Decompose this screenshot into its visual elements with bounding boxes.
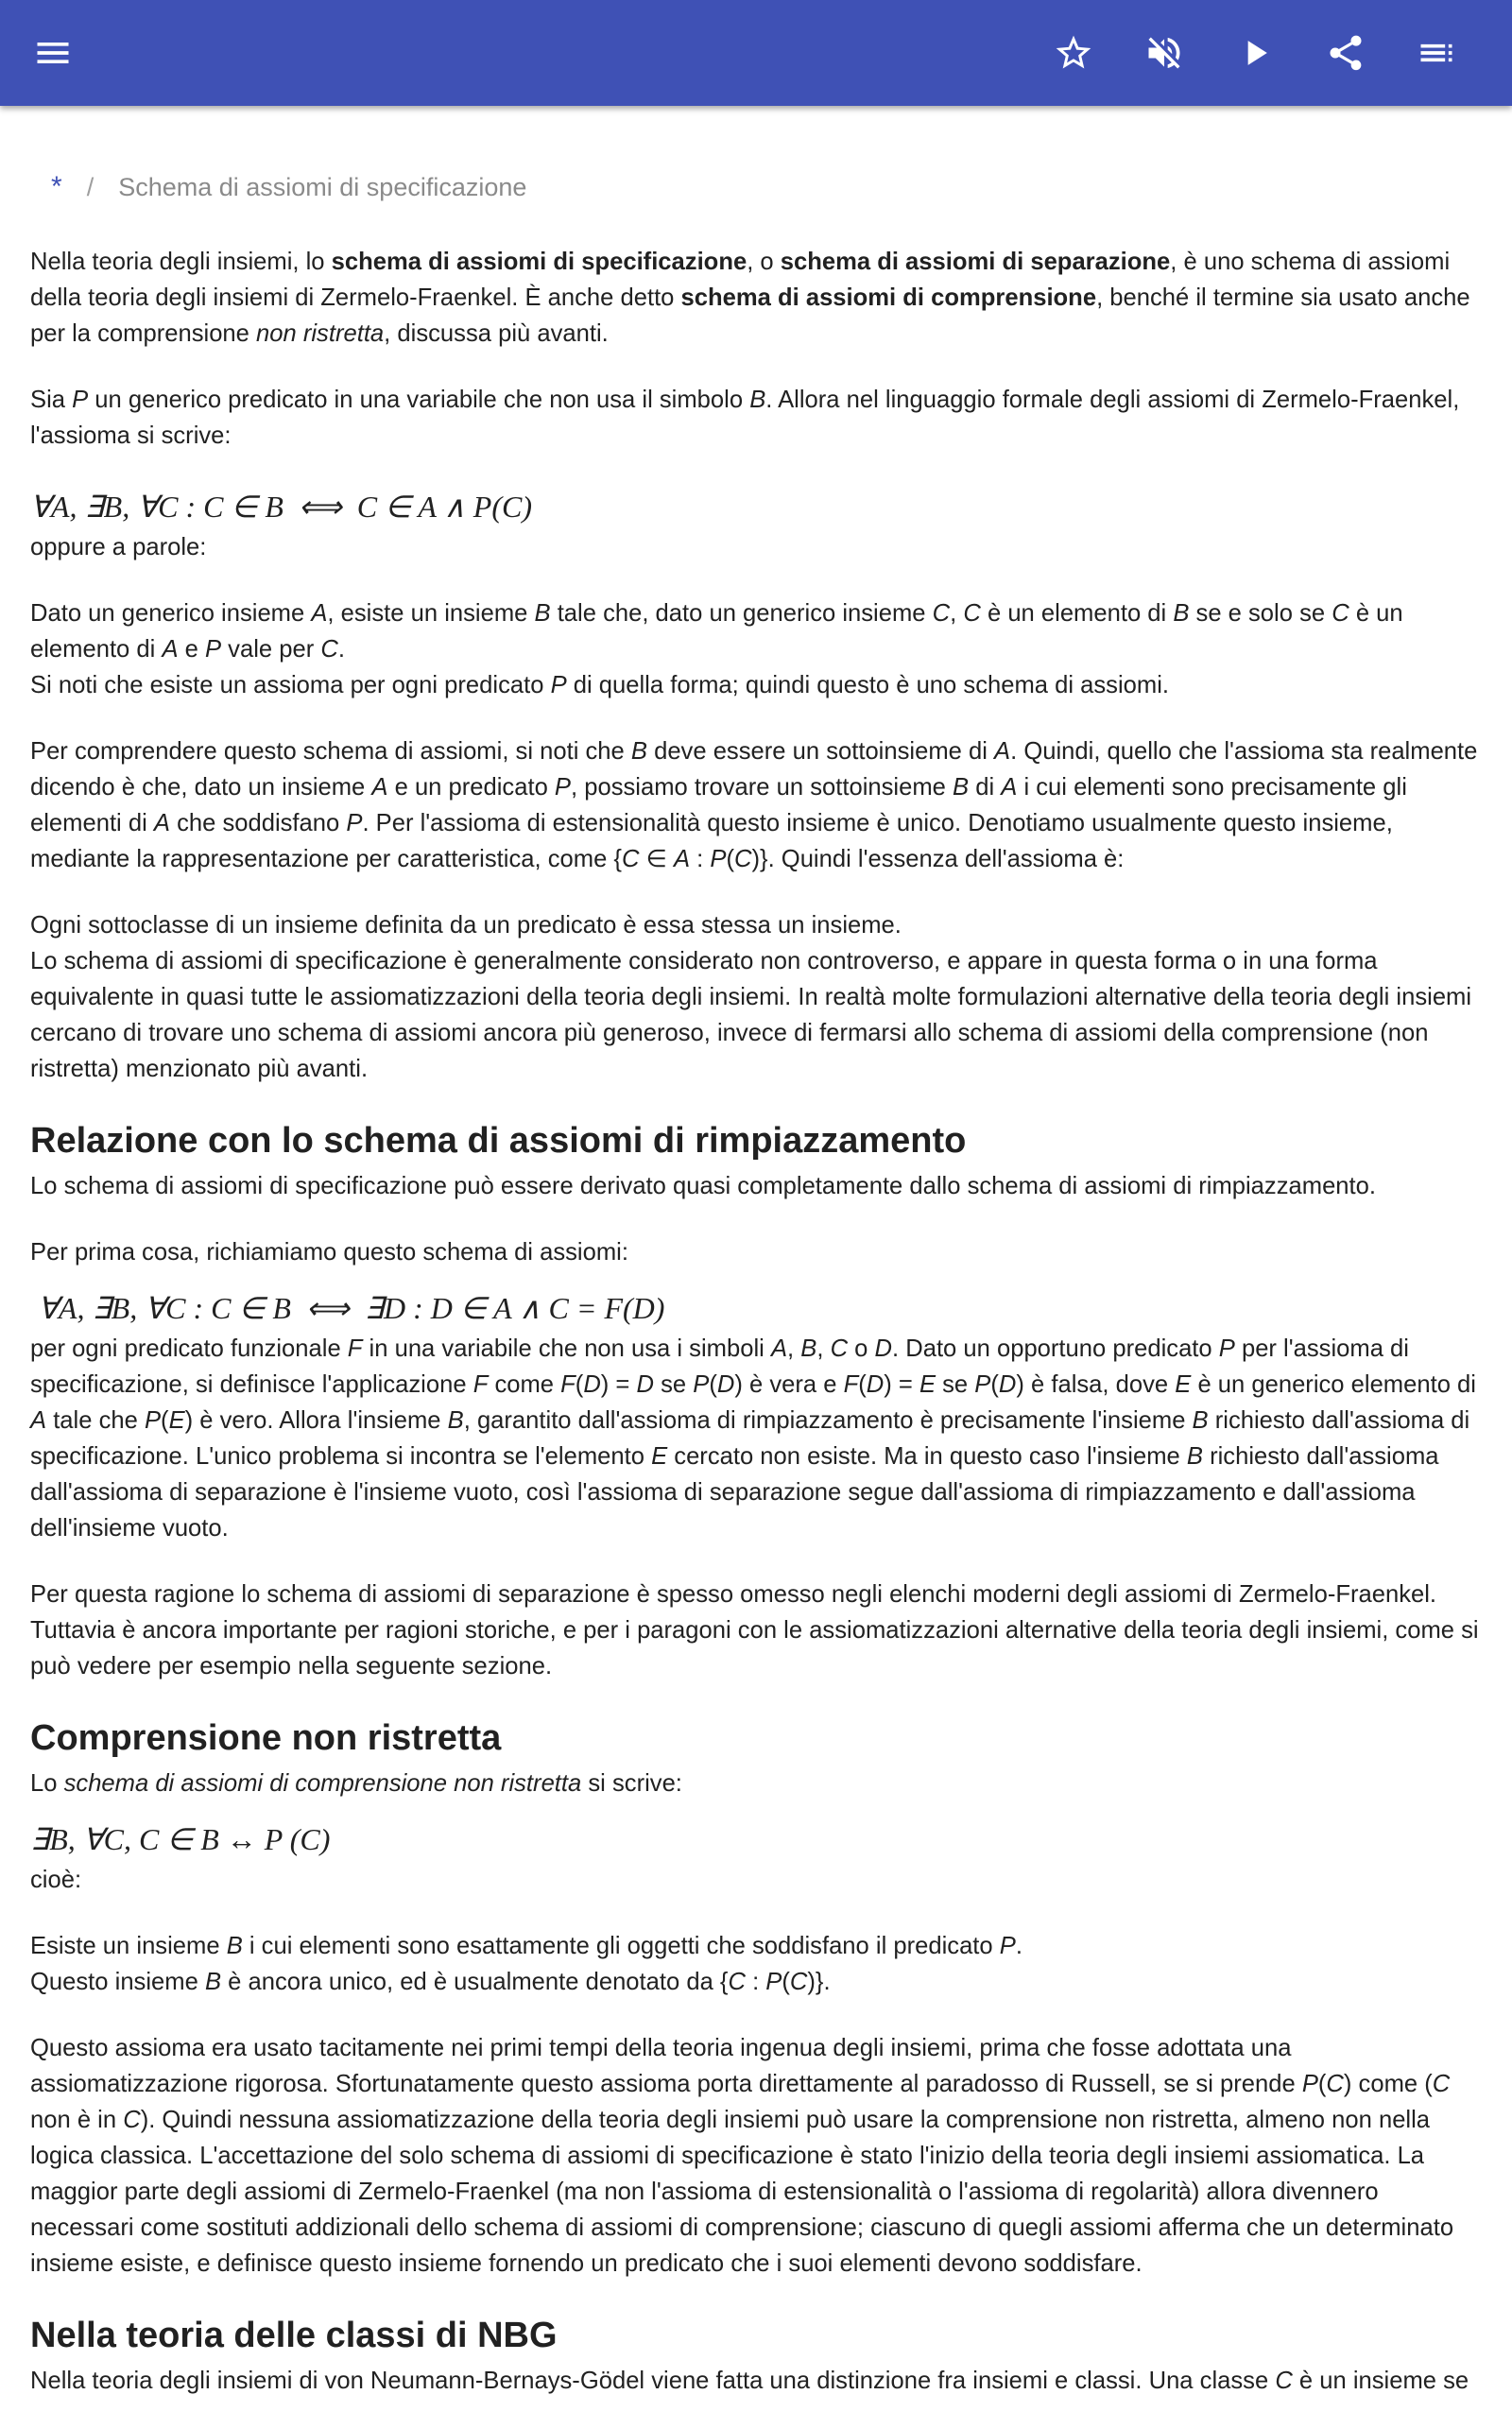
paragraph-unique-set: Questo insieme B è ancora unico, ed è usualmente denotato da {C : P(C)}. [30,1969,831,1995]
paragraph-recall: Per prima cosa, richiamiamo questo schema di assiomi: [30,1239,628,1266]
breadcrumb-separator: / [86,173,94,201]
share-icon [1325,32,1366,74]
section-heading-replacement: Relazione con lo schema di assiomi di rimpiazzamento [30,1121,967,1161]
formula-specification: ∀A, ∃B, ∀C : C ∈ B ⟺ C ∈ A ∧ P(C) [30,490,532,524]
breadcrumb [30,166,1486,208]
paragraph-controversy: Lo schema di assiomi di specificazione è generalmente considerato non controverso, e appare in questa forma o in una forma equivalente in quasi tutte le assiomatizzazioni della teoria degli insiemi. In realtà molte formulazioni alternative della teoria degli insiemi cercano di trovare uno schema di assiomi ancora più generoso, invece di fermarsi allo schema di assiomi della comprensione (non ristretta) menzionato più avanti. [30,948,1472,1082]
paragraph-nbg: Nella teoria degli insiemi di von Neumann-Bernays-Gödel viene fatta una distinzione fra insiemi e classi. Una classe C è un insieme se [30,2368,1469,2394]
formula-unrestricted: ∃B, ∀C, C ∈ B ↔ P (C) [30,1822,331,1856]
paragraph-subset: Per comprendere questo schema di assiomi, si noti che B deve essere un sottoinsieme di A. Quindi, quello che l'assioma sta realmente dicendo è che, dato un insieme A e un predicato P, possiamo trovare un sottoinsieme B di A i cui elementi sono precisamente gli elementi di A che soddisfano P. Per l'assioma di estensionalità questo insieme è unico. Denotiamo usualmente questo insieme, mediante la rappresentazione per caratteristica, come {C ∈ A : P(C)}. Quindi l'essenza dell'assioma è: [30,738,1478,872]
paragraph-that-is: cioè: [30,1867,82,1893]
toc-icon [1416,32,1457,74]
paragraph-unrestricted-intro: Lo schema di assiomi di comprensione non ristretta si scrive: [30,1770,682,1797]
section-heading-nbg: Nella teoria delle classi di NBG [30,2316,558,2355]
formula-replacement: ∀A, ∃B, ∀C : C ∈ B ⟺ ∃D : D ∈ A ∧ C = F(D) [30,1291,665,1325]
share-button[interactable] [1315,23,1376,83]
volume-off-icon [1143,32,1185,74]
section-heading-unrestricted: Comprensione non ristretta [30,1718,502,1758]
paragraph-in-words: oppure a parole: [30,534,207,560]
table-of-contents-button[interactable] [1406,23,1467,83]
paragraph-words-definition: Dato un generico insieme A, esiste un insieme B tale che, dato un generico insieme C, C è un elemento di B se e solo se C è un elemento di A e P vale per C. [30,600,1403,663]
favorite-button[interactable] [1043,23,1104,83]
menu-icon [32,32,74,74]
paragraph-exists-set: Esiste un insieme B i cui elementi sono esattamente gli oggetti che soddisfano il predicato P. [30,1933,1022,1959]
paragraph-essence: Ogni sottoclasse di un insieme definita da un predicato è essa stessa un insieme. [30,912,902,939]
breadcrumb-current: Schema di assiomi di specificazione [118,173,527,201]
paragraph-omitted: Per questa ragione lo schema di assiomi di separazione è spesso omesso negli elenchi moderni degli assiomi di Zermelo-Fraenkel. Tuttavia è ancora importante per ragioni storiche, e per i paragoni con le assiomatizzazioni alternative della teoria degli insiemi, come si può vedere per esempio nella seguente sezione. [30,1581,1479,1680]
paragraph-replacement-intro: Lo schema di assiomi di specificazione può essere derivato quasi completamente dallo schema di assiomi di rimpiazzamento. [30,1173,1376,1199]
paragraph-functional-predicate: per ogni predicato funzionale F in una variabile che non usa i simboli A, B, C o D. Dato un opportuno predicato P per l'assioma di specificazione, si definisce l'applicazione F come F(D) = D se P(D) è vera e F(D) = E se P(D) è falsa, dove E è un generico elemento di A tale che P(E) è vero. Allora l'insieme B, garantito dall'assioma di rimpiazzamento è precisamente l'insieme B richiesto dall'assioma di specificazione. L'unico problema si incontra se l'elemento E cercato non esiste. Ma in questo caso l'insieme B richiesto dall'assioma dall'assioma di separazione è l'insieme vuoto, così l'assioma di separazione segue dall'assioma di rimpiazzamento e dall'assioma dell'insieme vuoto. [30,1335,1476,1542]
breadcrumb-home-link[interactable]: * [51,171,62,202]
app-bar [0,0,1512,106]
article-content [30,142,1486,2429]
play-button[interactable] [1225,23,1285,83]
star-icon [1053,32,1094,74]
paragraph-intro: Nella teoria degli insiemi, lo schema di assiomi di specificazione, o schema di assiomi di separazione, è uno schema di assiomi della teoria degli insiemi di Zermelo-Fraenkel. È anche detto schema di assiomi di comprensione, benché il termine sia usato anche per la comprensione non ristretta, discussa più avanti. [30,249,1470,347]
menu-button[interactable] [23,23,83,83]
paragraph-definition: Sia P un generico predicato in una variabile che non usa il simbolo B. Allora nel linguaggio formale degli assiomi di Zermelo-Fraenkel, l'assioma si scrive: [30,387,1460,449]
paragraph-russell: Questo assioma era usato tacitamente nei primi tempi della teoria ingenua degli insiemi, prima che fosse adottata una assiomatizzazione rigorosa. Sfortunatamente questo assioma porta direttamente al paradosso di Russell, se si prende P(C) come (C non è in C). Quindi nessuna assiomatizzazione della teoria degli insiemi può usare la comprensione non ristretta, almeno non nella logica classica. L'accettazione del solo schema di assiomi di specificazione è stato l'inizio della teoria degli insiemi assiomatica. La maggior parte degli assiomi di Zermelo-Fraenkel (ma non l'assioma di estensionalità o l'assioma di regolarità) allora divennero necessari come sostituti addizionali dello schema di assiomi di comprensione; ciascuno di quegli assiomi afferma che un determinato insieme esiste, e definisce questo insieme fornendo un predicato che i suoi elementi devono soddisfare. [30,2035,1454,2277]
paragraph-schema-note: Si noti che esiste un assioma per ogni predicato P di quella forma; quindi questo è uno schema di assiomi. [30,672,1170,698]
play-icon [1234,32,1276,74]
mute-button[interactable] [1134,23,1194,83]
